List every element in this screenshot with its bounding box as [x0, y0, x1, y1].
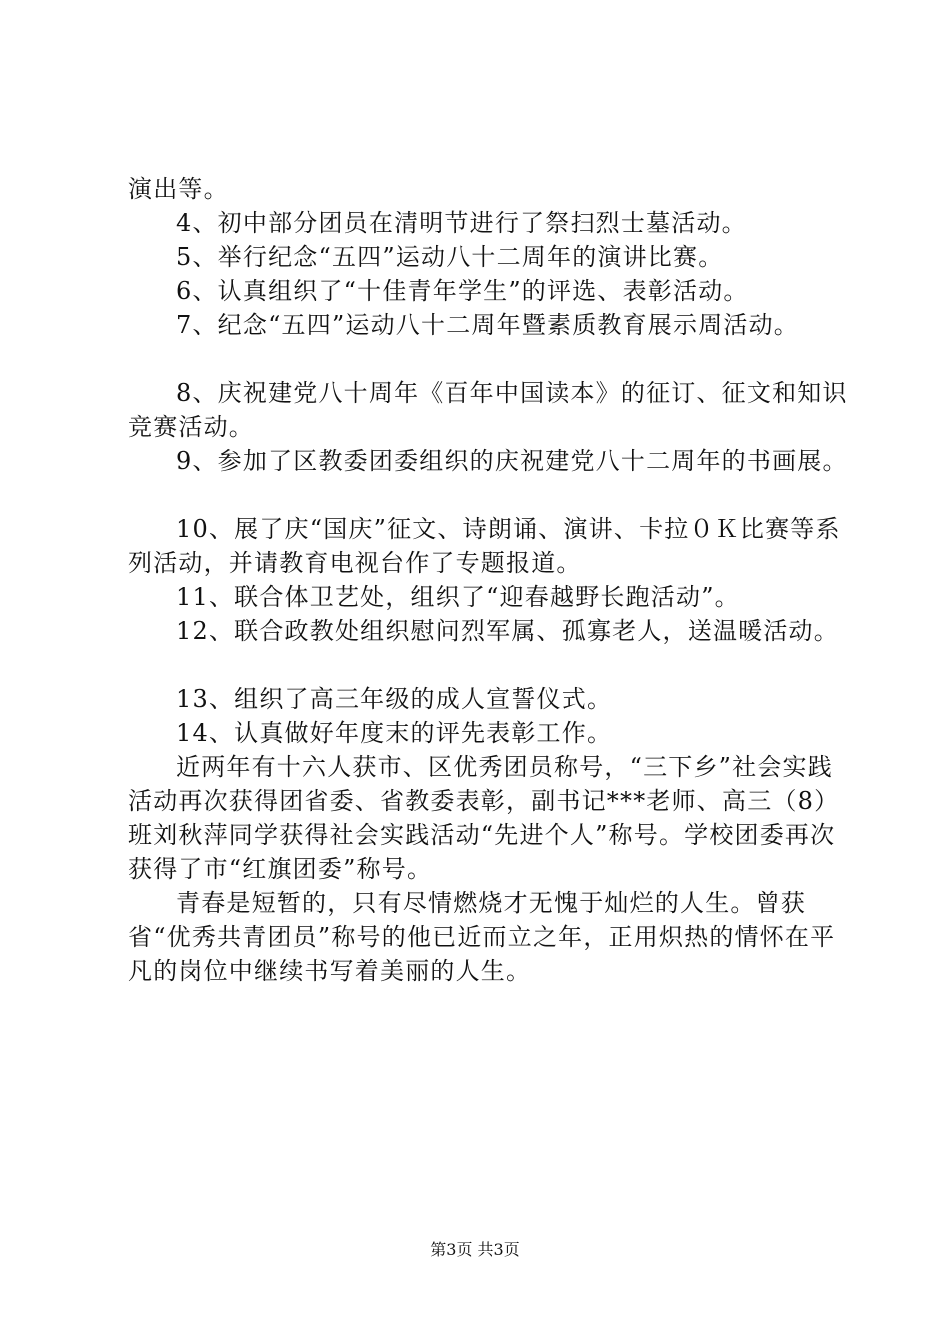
document-body	[128, 172, 848, 988]
list-item-12: 12、联合政教处组织慰问烈军属、孤寡老人，送温暖活动。	[176, 617, 839, 645]
list-item-13: 13、组织了高三年级的成人宣誓仪式。	[176, 685, 613, 713]
list-item-4: 4、初中部分团员在清明节进行了祭扫烈士墓活动。	[176, 209, 747, 237]
list-item-7: 7、纪念“五四”运动八十二周年暨素质教育展示周活动。	[176, 311, 800, 339]
list-item-8: 8、庆祝建党八十周年《百年中国读本》的征订、征文和知识竞赛活动。	[128, 379, 848, 441]
page-footer	[0, 1240, 950, 1260]
list-item-9: 9、参加了区教委团委组织的庆祝建党八十二周年的书画展。	[176, 447, 848, 475]
paragraph-continuation: 演出等。	[128, 175, 229, 203]
page-number-indicator: 第3页 共3页	[430, 1240, 520, 1259]
closing-paragraph: 青春是短暂的，只有尽情燃烧才无愧于灿烂的人生。曾获省“优秀共青团员”称号的他已近而立之年，正用炽热的情怀在平凡的岗位中继续书写着美丽的人生。	[128, 889, 836, 985]
achievements-paragraph: 近两年有十六人获市、区优秀团员称号，“三下乡”社会实践活动再次获得团省委、省教委表彰，副书记***老师、高三（8）班刘秋萍同学获得社会实践活动“先进个人”称号。学校团委再次获得了市“红旗团委”称号。	[128, 753, 840, 883]
list-item-5: 5、举行纪念“五四”运动八十二周年的演讲比赛。	[176, 243, 724, 271]
list-item-14: 14、认真做好年度末的评先表彰工作。	[176, 719, 613, 747]
list-item-6: 6、认真组织了“十佳青年学生”的评选、表彰活动。	[176, 277, 749, 305]
list-item-10: 10、展了庆“国庆”征文、诗朗诵、演讲、卡拉０Ｋ比赛等系列活动，并请教育电视台作了专题报道。	[128, 515, 841, 577]
list-item-11: 11、联合体卫艺处，组织了“迎春越野长跑活动”。	[176, 583, 740, 611]
